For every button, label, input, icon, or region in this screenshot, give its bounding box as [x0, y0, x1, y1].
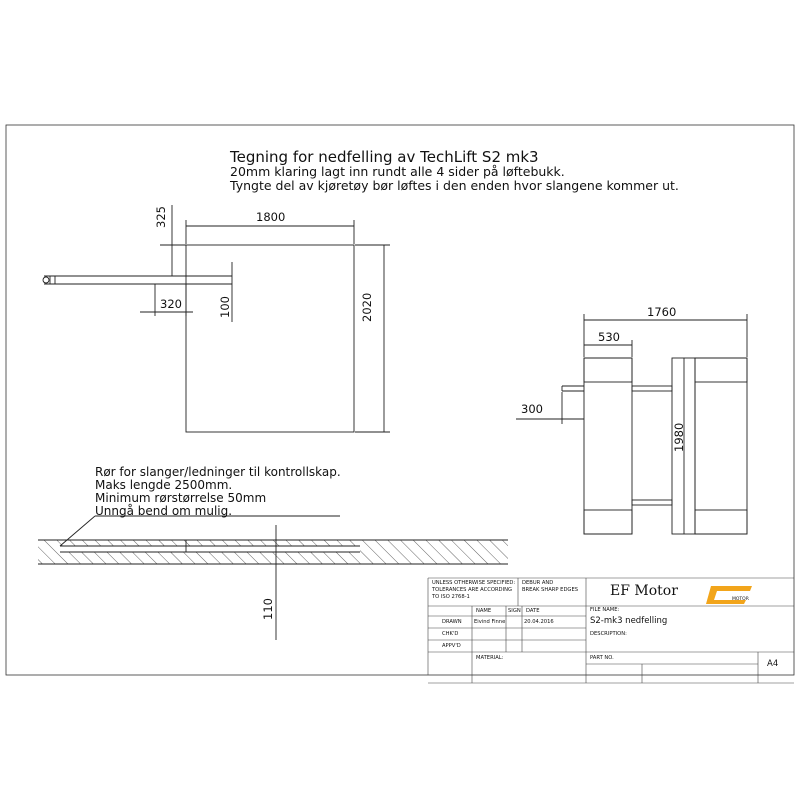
dim-530: 530 — [598, 330, 620, 344]
lifting-note: Tyngte del av kjøretøy bør løftes i den enden hvor slangene kommer ut. — [230, 178, 679, 193]
tb-deburr: DEBUR AND — [522, 580, 554, 586]
tb-col-date: DATE — [526, 608, 540, 614]
tb-row-chkd: CHK'D — [442, 631, 459, 637]
clearance-note: 20mm klaring lagt inn rundt alle 4 sider på løftebukk. — [230, 164, 565, 179]
pipe-note-line2: Maks lengde 2500mm. — [95, 478, 233, 492]
tb-break-edges: BREAK SHARP EDGES — [522, 587, 579, 593]
dim-320: 320 — [160, 297, 182, 311]
pipe-note-line1: Rør for slanger/ledninger til kontrollskap. — [95, 465, 341, 479]
tb-col-name: NAME — [476, 608, 492, 614]
dim-300: 300 — [521, 402, 543, 416]
pipe-note-line3: Minimum rørstørrelse 50mm — [95, 491, 267, 505]
tb-row-appvd: APPV'D — [442, 643, 461, 649]
tb-row-drawn: DRAWN — [442, 619, 462, 625]
tb-description-label: DESCRIPTION: — [590, 631, 627, 637]
dim-110: 110 — [261, 598, 275, 620]
pit-outline — [186, 245, 354, 432]
tb-file-name-label: FILE NAME: — [590, 607, 620, 613]
tb-part-no-label: PART NO. — [590, 655, 614, 661]
tb-sheet-size: A4 — [767, 659, 779, 669]
dim-100: 100 — [218, 296, 232, 318]
company-name: EF Motor — [610, 583, 678, 599]
dim-1800: 1800 — [256, 210, 286, 224]
pipe-note-line4: Unngå bend om mulig. — [95, 504, 233, 518]
tb-drawn-date: 20.04.2016 — [524, 619, 554, 625]
left-rail — [584, 358, 632, 534]
right-rail — [695, 358, 747, 534]
tb-iso: TO ISO 2768-1 — [432, 594, 470, 600]
lift-frame-view — [516, 314, 747, 534]
dim-2020: 2020 — [360, 292, 374, 322]
drawing-title: Tegning for nedfelling av TechLift S2 mk3 — [230, 148, 539, 166]
tb-drawn-name: Eivind Finne — [474, 619, 506, 625]
dim-1760: 1760 — [647, 305, 677, 319]
logo-sub: MOTOR — [732, 597, 749, 602]
dim-1980: 1980 — [672, 422, 686, 452]
tb-file-name: S2-mk3 nedfelling — [590, 616, 668, 626]
pit-plan-view — [43, 205, 390, 432]
tb-tolerances: TOLERANCES ARE ACCORDING — [432, 587, 512, 593]
dim-325: 325 — [154, 206, 168, 228]
tb-unless: UNLESS OTHERWISE SPECIFIED: — [432, 580, 516, 586]
tb-material: MATERIAL: — [476, 655, 504, 661]
tb-col-sign: SIGN — [508, 608, 521, 614]
